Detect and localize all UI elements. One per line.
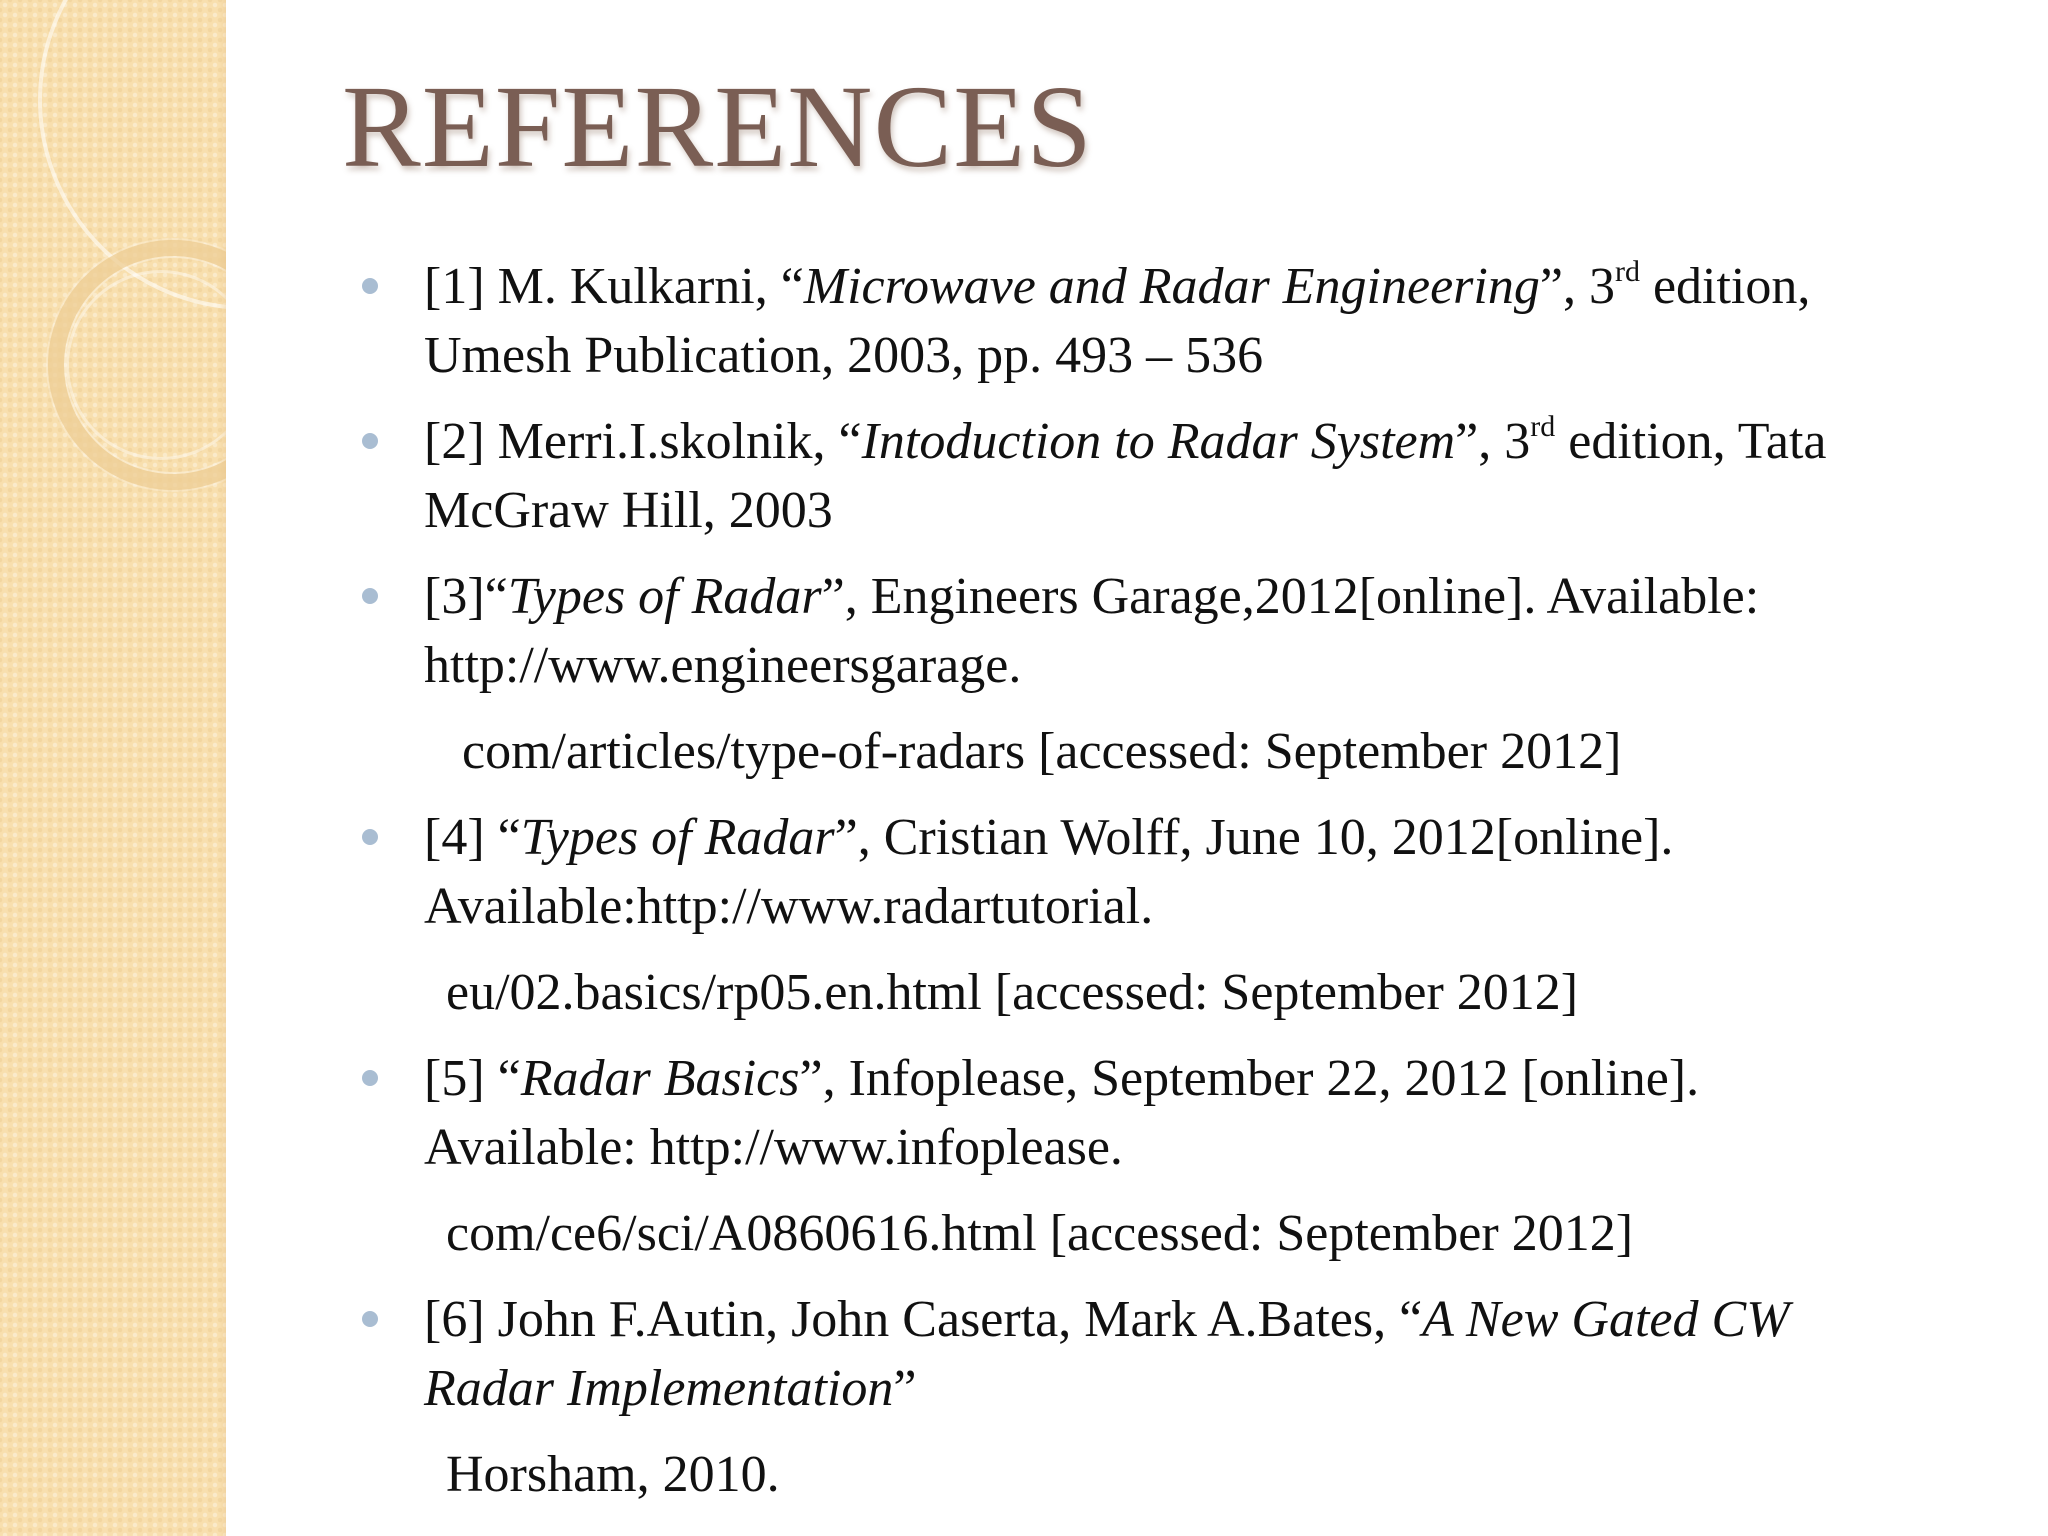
- reference-3-title: Types of Radar: [507, 568, 822, 625]
- reference-3-prefix: [3]“: [424, 568, 508, 625]
- reference-5-continuation: com/ce6/sci/A0860616.html [accessed: September 2012]: [446, 1205, 1634, 1262]
- reference-4-line-2: Available:http://www.radartutorial.: [424, 878, 1154, 935]
- reference-2-edition: edition, Tata: [1555, 413, 1827, 470]
- references-list: [358, 252, 1998, 1526]
- reference-2-prefix: [2] Merri.I.skolnik, “: [424, 413, 862, 470]
- reference-4-line-1: [424, 803, 1998, 872]
- reference-4-after-title: ”, Cristian Wolff, June 10, 2012[online].: [834, 809, 1674, 866]
- reference-2-line-2: McGraw Hill, 2003: [424, 482, 833, 539]
- reference-4-continuation: eu/02.basics/rp05.en.html [accessed: September 2012]: [446, 964, 1579, 1021]
- reference-5-after-title: ”, Infoplease, September 22, 2012 [online].: [799, 1050, 1700, 1107]
- reference-item-1: [358, 252, 1998, 390]
- bullet-icon: [362, 278, 378, 294]
- slide-title: REFERENCES: [342, 61, 1093, 192]
- reference-6-prefix: [6] John F.Autin, John Caserta, Mark A.Bates, “: [424, 1291, 1423, 1348]
- reference-5-title: Radar Basics: [520, 1050, 800, 1107]
- reference-5-prefix: [5] “: [424, 1050, 521, 1107]
- reference-item-5: [358, 1044, 1998, 1182]
- bullet-icon: [362, 1311, 378, 1327]
- reference-item-2: [358, 407, 1998, 545]
- reference-2-ordinal-suffix: rd: [1530, 409, 1556, 443]
- reference-item-3: [358, 562, 1998, 700]
- decorative-side-panel: [0, 0, 226, 1536]
- reference-3-line-2: http://www.engineersgarage.: [424, 637, 1022, 694]
- bullet-icon: [362, 1070, 378, 1086]
- reference-5-line-2: Available: http://www.infoplease.: [424, 1119, 1123, 1176]
- reference-5-line-1: [424, 1044, 1998, 1113]
- reference-3-continuation: com/articles/type-of-radars [accessed: September 2012]: [462, 723, 1622, 780]
- reference-2-after-title: ”, 3: [1455, 413, 1531, 470]
- reference-6-line-1: [424, 1285, 1998, 1354]
- reference-6-title-part-1: A New Gated CW: [1422, 1291, 1790, 1348]
- reference-6-title-part-2: Radar Implementation: [424, 1360, 894, 1417]
- reference-1-line-2: Umesh Publication, 2003, pp. 493 – 536: [424, 327, 1264, 384]
- reference-item-4: [358, 803, 1998, 941]
- reference-2-title: Intoduction to Radar System: [861, 413, 1456, 470]
- reference-6-continuation: Horsham, 2010.: [446, 1446, 780, 1503]
- reference-1-prefix: [1] M. Kulkarni, “: [424, 258, 804, 315]
- reference-1-ordinal-suffix: rd: [1614, 254, 1640, 288]
- reference-1-line-1: [424, 252, 1998, 321]
- reference-1-after-title: ”, 3: [1539, 258, 1615, 315]
- bullet-icon: [362, 829, 378, 845]
- bullet-icon: [362, 588, 378, 604]
- reference-2-line-1: [424, 407, 1998, 476]
- reference-4-prefix: [4] “: [424, 809, 521, 866]
- reference-3-after-title: ”, Engineers Garage,2012[online]. Available:: [821, 568, 1760, 625]
- reference-3-line-1: [424, 562, 1998, 631]
- reference-1-edition: edition,: [1639, 258, 1811, 315]
- reference-item-6: [358, 1285, 1998, 1423]
- reference-6-line-2: [424, 1354, 1998, 1423]
- reference-6-after-title: ”: [893, 1360, 917, 1417]
- bullet-icon: [362, 433, 378, 449]
- reference-4-title: Types of Radar: [520, 809, 835, 866]
- reference-1-title: Microwave and Radar Engineering: [803, 258, 1540, 315]
